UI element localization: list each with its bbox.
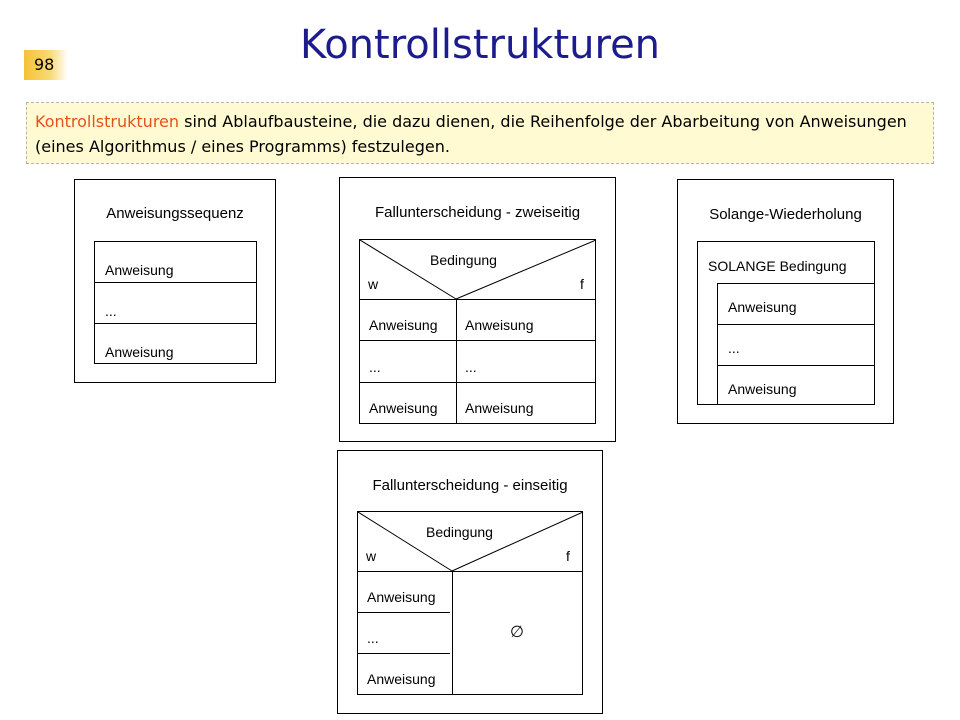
sequence-block — [94, 241, 257, 364]
while-loop-block — [697, 241, 875, 405]
while-loop-diagram — [677, 179, 894, 424]
loop-row: ... — [728, 340, 740, 356]
sequence-row — [95, 242, 256, 283]
condition-triangle — [360, 240, 597, 300]
divider — [718, 324, 875, 325]
true-label: w — [366, 548, 377, 564]
while-loop-title: Solange-Wiederholung — [709, 206, 862, 223]
condition-triangle — [358, 512, 584, 572]
sequence-row-text: Anweisung — [105, 344, 174, 360]
false-label: f — [566, 548, 570, 564]
left-row: ... — [367, 630, 379, 646]
definition-text: sind Ablaufbausteine, die dazu dienen, die Reihenfolge der Abarbeitung von Anweisungen (eines Algorithmus / eines Programms) festzulegen. — [35, 112, 907, 156]
divider — [358, 653, 450, 654]
definition-box — [26, 102, 934, 164]
sequence-title: Anweisungssequenz — [106, 205, 244, 222]
slide-number: 98 — [24, 50, 68, 80]
loop-body — [717, 283, 875, 405]
divider — [360, 340, 595, 341]
divider — [358, 612, 450, 613]
left-row: Anweisung — [369, 317, 438, 333]
true-label: w — [368, 276, 379, 292]
two-sided-title: Fallunterscheidung - zweiseitig — [374, 204, 581, 221]
sequence-row — [95, 283, 256, 324]
definition-term: Kontrollstrukturen — [35, 112, 180, 131]
two-sided-block — [359, 239, 596, 424]
sequence-row-text: Anweisung — [105, 262, 174, 278]
column-divider — [456, 299, 457, 423]
right-row: ... — [465, 359, 477, 375]
false-label: f — [580, 276, 584, 292]
two-sided-diagram — [339, 177, 616, 442]
empty-set-icon: ∅ — [510, 624, 524, 641]
loop-row: Anweisung — [728, 299, 797, 315]
slide-title: Kontrollstrukturen — [299, 22, 661, 68]
one-sided-block — [357, 511, 583, 695]
divider — [358, 571, 582, 572]
right-row: Anweisung — [465, 400, 534, 416]
left-row: ... — [369, 359, 381, 375]
one-sided-title: Fallunterscheidung - einseitig — [372, 477, 568, 494]
condition-label: Bedingung — [430, 252, 497, 268]
loop-row: Anweisung — [728, 381, 797, 397]
column-divider — [452, 571, 453, 694]
one-sided-diagram — [337, 450, 603, 714]
divider — [360, 299, 595, 300]
left-row: Anweisung — [367, 671, 436, 687]
right-row: Anweisung — [465, 317, 534, 333]
condition-label: Bedingung — [426, 524, 493, 540]
sequence-diagram — [74, 179, 276, 383]
divider — [360, 382, 595, 383]
left-row: Anweisung — [367, 589, 436, 605]
left-row: Anweisung — [369, 400, 438, 416]
sequence-row — [95, 324, 256, 364]
sequence-row-text: ... — [105, 303, 117, 319]
divider — [718, 365, 875, 366]
loop-condition: SOLANGE Bedingung — [708, 258, 847, 274]
